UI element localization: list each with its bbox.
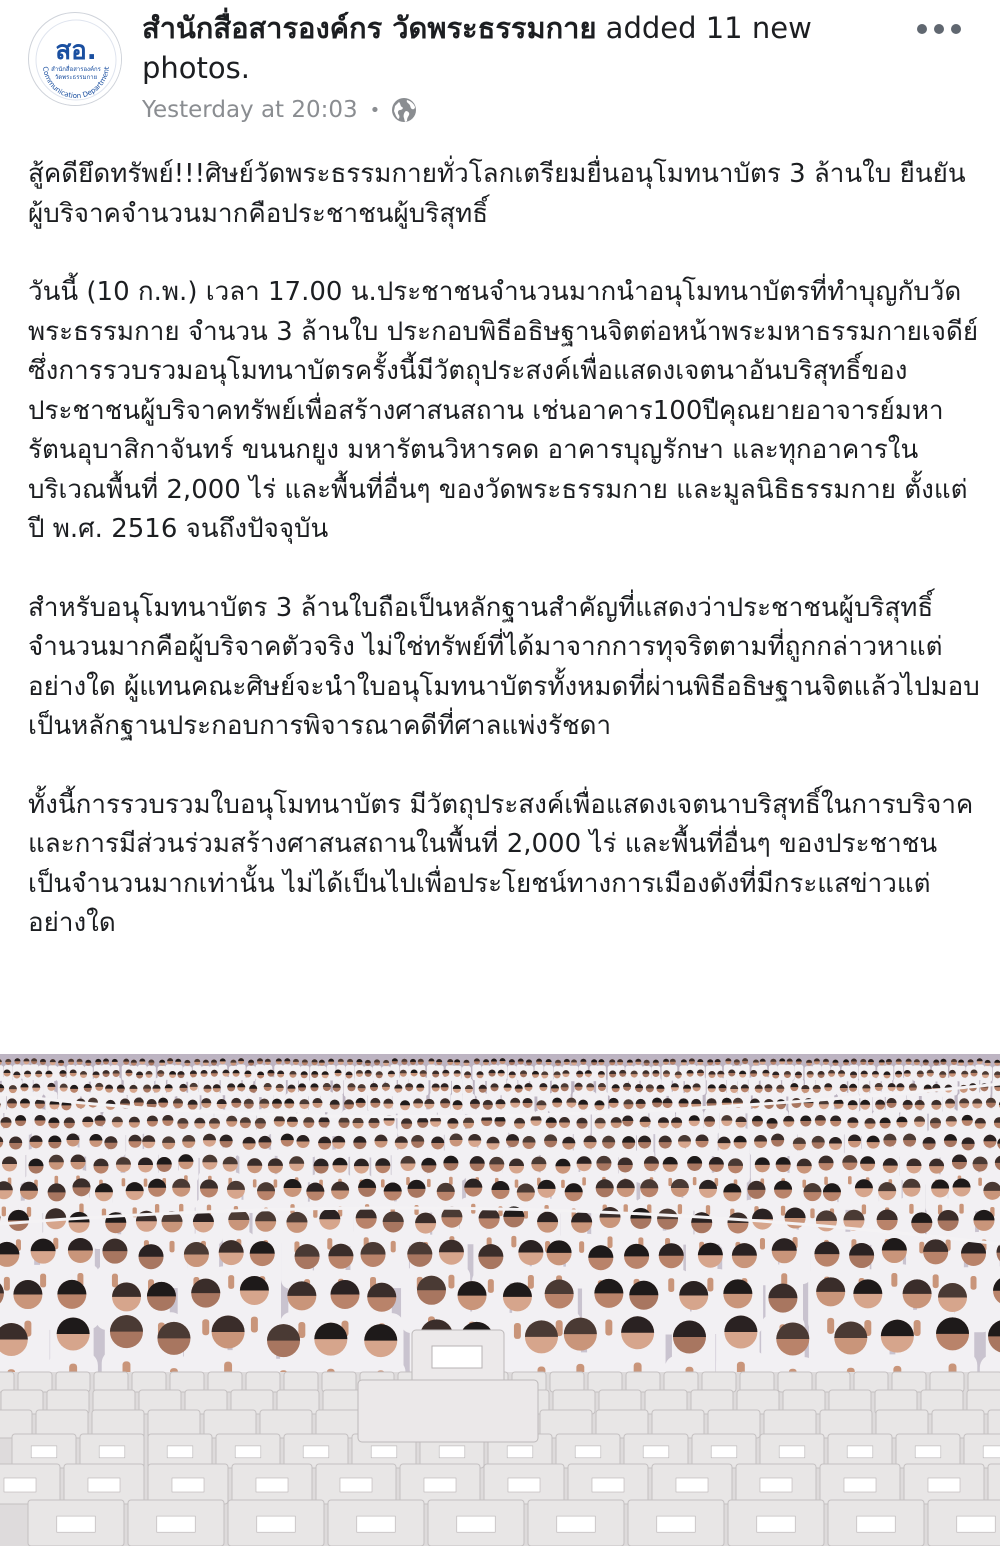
meta-separator: • xyxy=(369,99,381,121)
svg-text:สอ.: สอ. xyxy=(55,36,97,66)
crowd-photo-image xyxy=(0,1054,1000,1546)
globe-icon[interactable] xyxy=(390,96,418,124)
post-timestamp[interactable]: Yesterday at 20:03 xyxy=(142,97,358,123)
post-title xyxy=(142,8,902,88)
svg-text:สำนักสื่อสารองค์กร: สำนักสื่อสารองค์กร xyxy=(51,66,101,73)
post-header xyxy=(0,0,1000,135)
post-message xyxy=(28,155,987,983)
post-meta xyxy=(142,92,418,128)
post-photo[interactable] xyxy=(0,1054,1000,1546)
more-options-icon[interactable] xyxy=(904,14,974,44)
post-paragraph: สำหรับอนุโมทนาบัตร 3 ล้านใบถือเป็นหลักฐานสำคัญที่แสดงว่าประชาชนผู้บริสุทธิ์จำนวนมากคือผู้บริจาคตัวจริง ไม่ใช่ทรัพย์ที่ได้มาจากการทุจริตตามที่ถูกกล่าวหาแต่อย่างใด ผู้แทนคณะศิษย์จะนำใบอนุโมทนาบัตรทั้งหมดที่ผ่านพิธีอธิษฐานจิตแล้วไปมอบเป็นหลักฐานประกอบการพิจารณาคดีที่ศาลแพ่งรัชดา xyxy=(28,592,980,741)
more-dot xyxy=(934,24,944,34)
post-paragraph: ทั้งนี้การรวบรวมใบอนุโมทนาบัตร มีวัตถุประสงค์เพื่อแสดงเจตนาบริสุทธิ์ในการบริจาคและการมีส่วนร่วมสร้างศาสนสถานในพื้นที่ 2,000 ไร่ และพื้นที่อื่นๆ ของประชาชนเป็นจำนวนมากเท่านั้น ไม่ได้เป็นไปเพื่อประโยชน์ทางการเมืองดังที่มีกระแสข่าวแต่อย่างใด xyxy=(28,789,974,938)
more-dot xyxy=(951,24,961,34)
svg-text:วัดพระธรรมกาย: วัดพระธรรมกาย xyxy=(54,74,98,81)
page-avatar[interactable] xyxy=(28,12,122,106)
post-action-text: added 11 new photos. xyxy=(142,11,812,85)
page-name-link[interactable]: สำนักสื่อสารองค์กร วัดพระธรรมกาย xyxy=(142,11,597,45)
post-paragraph: สู้คดียึดทรัพย์!!!ศิษย์วัดพระธรรมกายทั่วโลกเตรียมยื่นอนุโมทนาบัตร 3 ล้านใบ ยืนยันผู้บริจาคจำนวนมากคือประชาชนผู้บริสุทธิ์ xyxy=(28,159,966,229)
more-dot xyxy=(917,24,927,34)
svg-text:Communication Department: Communication Department xyxy=(40,66,111,101)
post-paragraph: วันนี้ (10 ก.พ.) เวลา 17.00 น.ประชาชนจำนวนมากนำอนุโมทนาบัตรที่ทำบุญกับวัดพระธรรมกาย จำนวน 3 ล้านใบ ประกอบพิธีอธิษฐานจิตต่อหน้าพระมหาธรรมกายเจดีย์ ซึ่งการรวบรวมอนุโมทนาบัตรครั้งนี้มีวัตถุประสงค์เพื่อแสดงเจตนาอันบริสุทธิ์ของประชาชนผู้บริจาคทรัพย์เพื่อสร้างศาสนสถาน เช่นอาคาร100ปีคุณยายอาจารย์มหารัตนอุบาสิกาจันทร์ ขนนกยูง มหารัตนวิหารคด อาคารบุญรักษา และทุกอาคารในบริเวณพื้นที่ 2,000 ไร่ และพื้นที่อื่นๆ ของวัดพระธรรมกาย และมูลนิธิธรรมกาย ตั้งแต่ปี พ.ศ. 2516 จนถึงปัจจุบัน xyxy=(28,277,987,544)
page-logo xyxy=(29,13,122,106)
